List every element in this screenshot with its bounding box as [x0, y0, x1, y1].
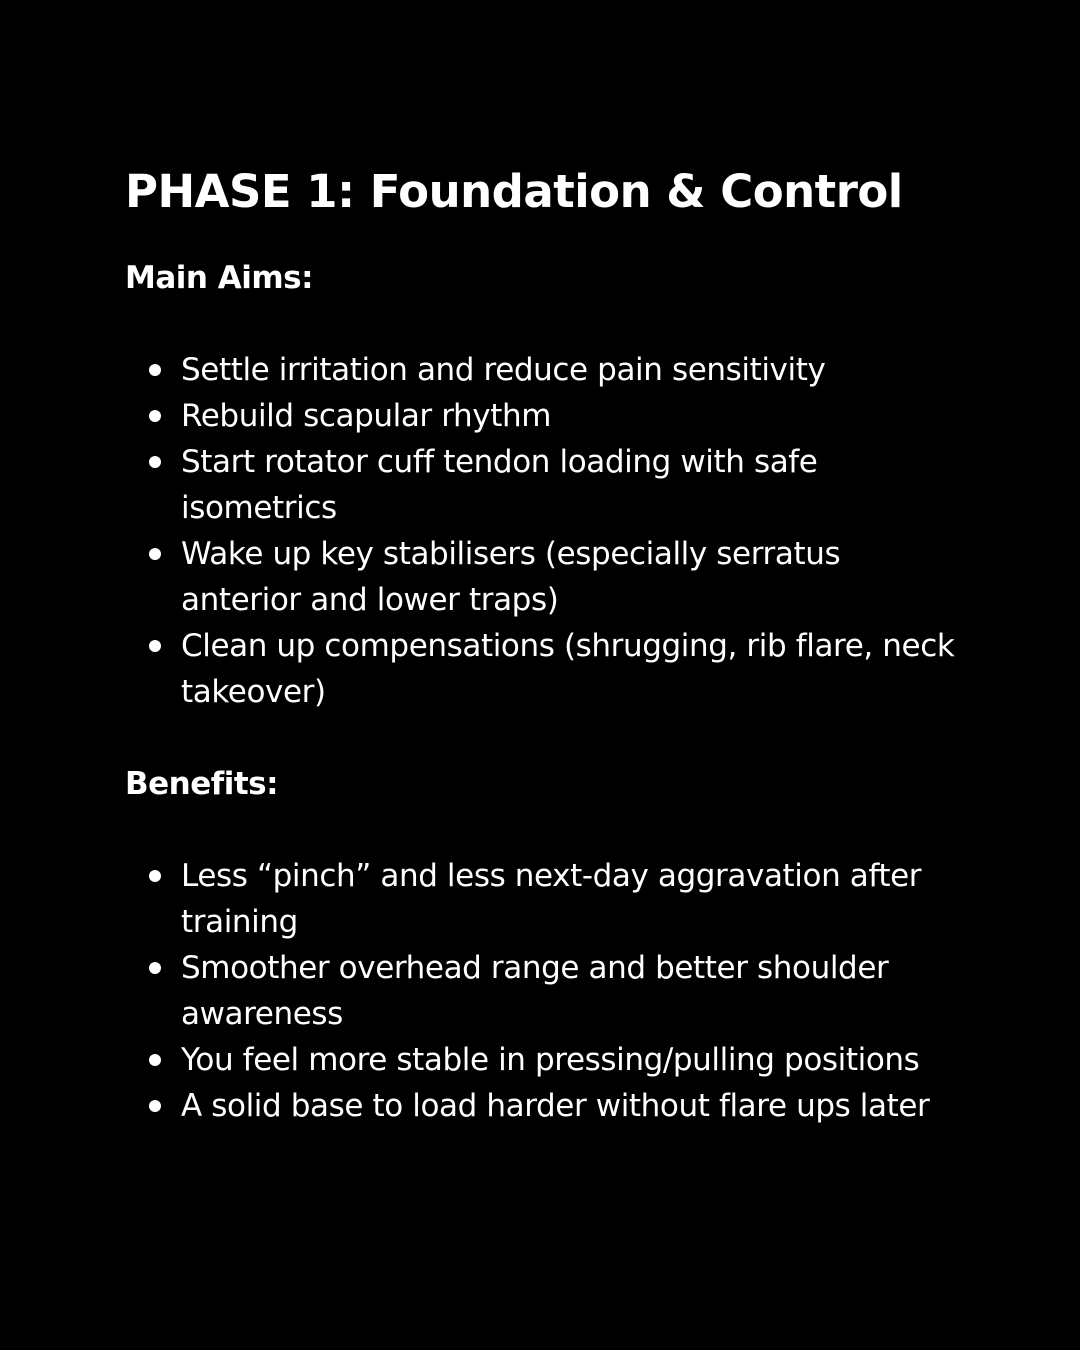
- bullet-icon: [149, 962, 161, 974]
- bullet-icon: [149, 410, 161, 422]
- list-item: [125, 1037, 955, 1083]
- benefits-heading: Benefits:: [125, 766, 279, 802]
- list-item-text: You feel more stable in pressing/pulling positions: [181, 1042, 920, 1078]
- list-item-text: A solid base to load harder without flare ups later: [181, 1088, 930, 1124]
- list-item-text: Settle irritation and reduce pain sensitivity: [181, 352, 826, 388]
- phase-card: [125, 163, 955, 1129]
- main-aims-heading: Main Aims:: [125, 260, 314, 296]
- list-item: [125, 439, 955, 531]
- bullet-icon: [149, 1054, 161, 1066]
- list-item: [125, 945, 955, 1037]
- list-item: [125, 1083, 955, 1129]
- bullet-icon: [149, 1100, 161, 1112]
- list-item-text: Clean up compensations (shrugging, rib flare, neck takeover): [181, 628, 955, 710]
- list-item-text: Wake up key stabilisers (especially serratus anterior and lower traps): [181, 536, 841, 618]
- bullet-icon: [149, 640, 161, 652]
- list-item-text: Rebuild scapular rhythm: [181, 398, 552, 434]
- list-item-text: Less “pinch” and less next-day aggravation after training: [181, 858, 922, 940]
- list-item-text: Start rotator cuff tendon loading with safe isometrics: [181, 444, 818, 526]
- benefits-list: [125, 853, 955, 1129]
- bullet-icon: [149, 456, 161, 468]
- main-aims-list: [125, 347, 955, 715]
- list-item: [125, 531, 955, 623]
- list-item: [125, 623, 955, 715]
- list-item: [125, 347, 955, 393]
- list-item-text: Smoother overhead range and better shoulder awareness: [181, 950, 889, 1032]
- bullet-icon: [149, 364, 161, 376]
- list-item: [125, 853, 955, 945]
- page-title: PHASE 1: Foundation & Control: [125, 165, 903, 218]
- bullet-icon: [149, 548, 161, 560]
- list-item: [125, 393, 955, 439]
- bullet-icon: [149, 870, 161, 882]
